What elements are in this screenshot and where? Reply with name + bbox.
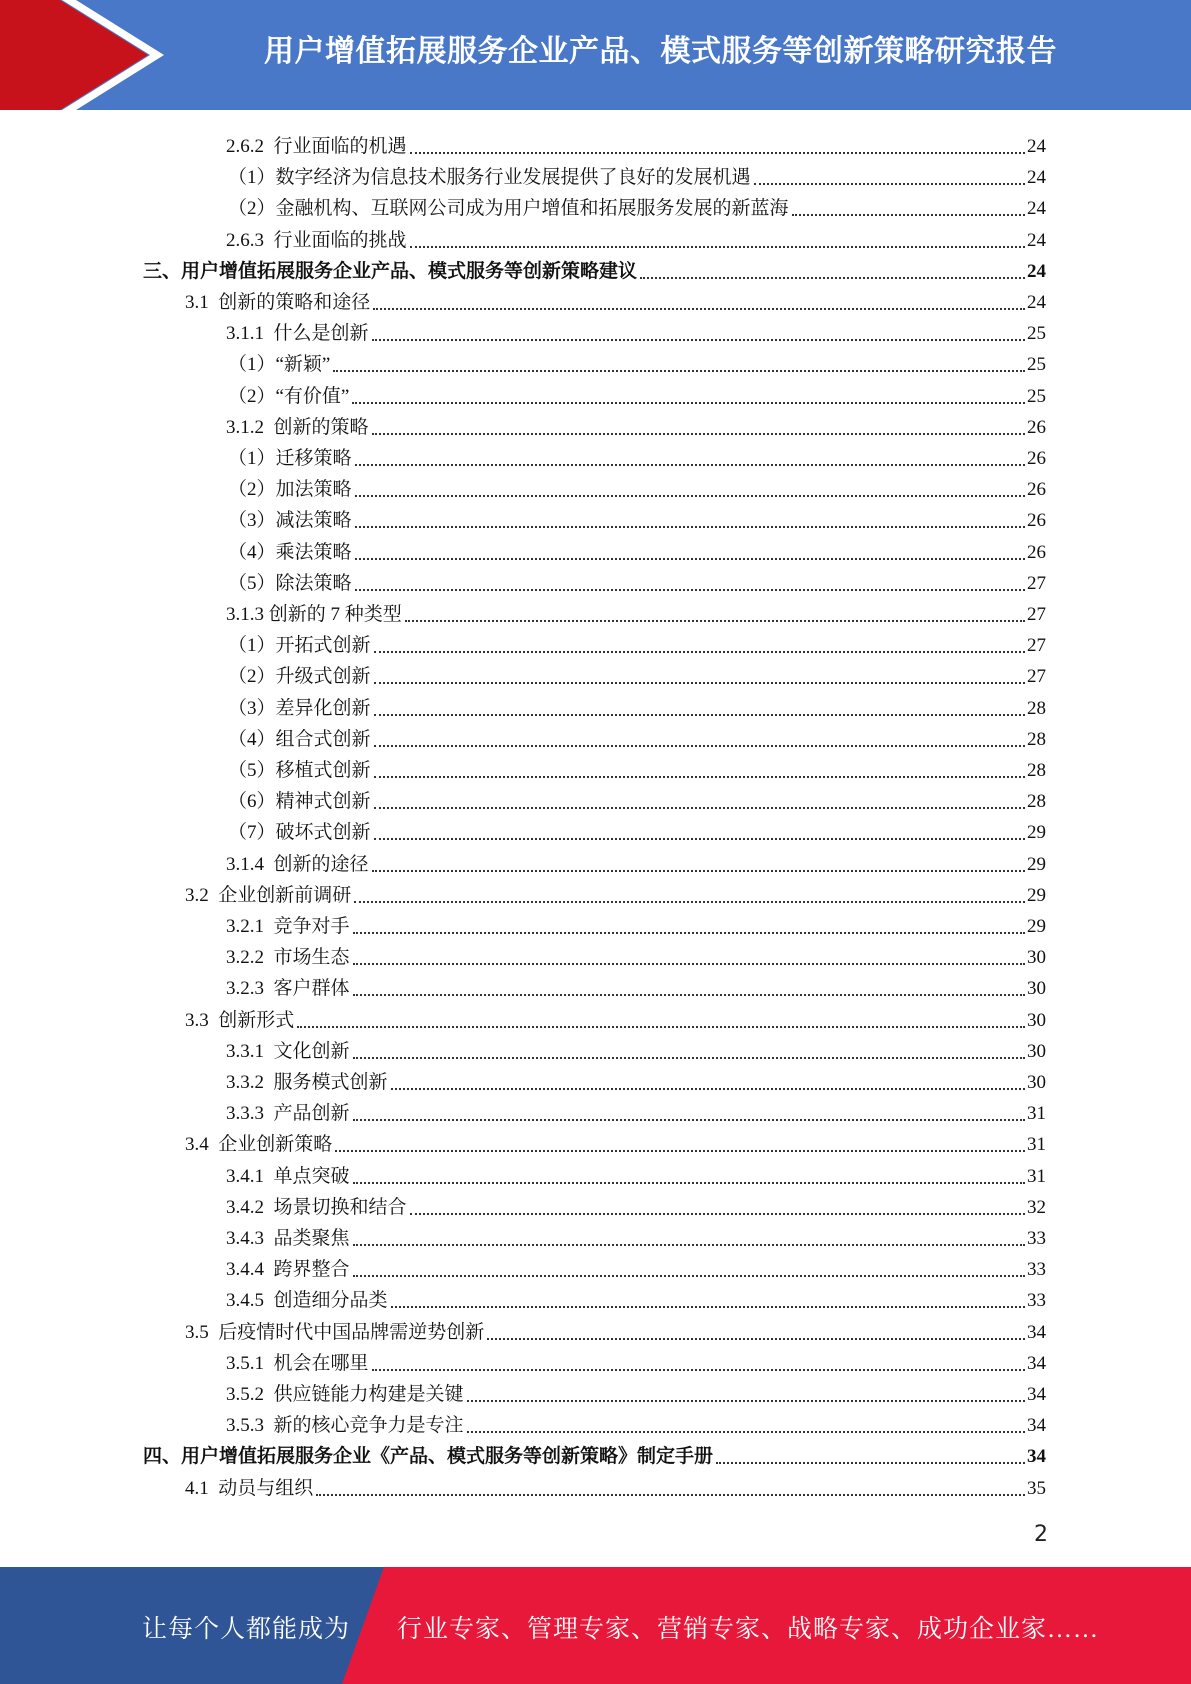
toc-entry-page: 24 <box>1027 198 1046 220</box>
toc-entry-row[interactable] <box>226 1033 1046 1064</box>
toc-entry-label: （3）减法策略 <box>228 510 352 532</box>
toc-dot-leader <box>353 994 1025 996</box>
toc-entry-page: 24 <box>1027 136 1046 157</box>
toc-dot-leader <box>316 1494 1025 1496</box>
toc-entry-page: 34 <box>1027 1415 1046 1437</box>
toc-entry-row[interactable] <box>228 783 1046 814</box>
toc-dot-leader <box>353 1244 1025 1246</box>
toc-dot-leader <box>372 870 1025 872</box>
toc-entry-page: 29 <box>1027 853 1046 875</box>
toc-dot-leader <box>355 526 1025 528</box>
toc-entry-row[interactable] <box>228 378 1046 409</box>
toc-dot-leader <box>410 1213 1025 1215</box>
toc-entry-page: 26 <box>1027 416 1046 438</box>
toc-chapter-row[interactable] <box>143 253 1046 284</box>
toc-entry-label: （2）升级式创新 <box>228 666 371 688</box>
toc-entry-label: 2.6.3 行业面临的挑战 <box>226 229 407 251</box>
toc-entry-page: 26 <box>1027 448 1046 469</box>
footer-slogan-left: 让每个人都能成为 <box>142 1616 351 1643</box>
toc-entry-label: 3.4.4 跨界整合 <box>226 1259 350 1281</box>
toc-entry-row[interactable] <box>228 502 1046 533</box>
toc-dot-leader <box>467 1400 1025 1402</box>
toc-entry-label: （2）加法策略 <box>228 479 352 501</box>
toc-entry-row[interactable] <box>228 658 1046 689</box>
toc-dot-leader <box>355 495 1025 497</box>
toc-entry-label: 3.4.5 创造细分品类 <box>226 1290 388 1312</box>
toc-entry-row[interactable] <box>226 409 1046 440</box>
toc-entry-row[interactable] <box>226 1095 1046 1126</box>
toc-dot-leader <box>391 1088 1025 1090</box>
toc-dot-leader <box>487 1338 1025 1340</box>
toc-entry-row[interactable] <box>226 1158 1046 1189</box>
page-number: 2 <box>1034 1522 1048 1547</box>
toc-entry-page: 27 <box>1027 666 1046 688</box>
toc-dot-leader <box>355 558 1025 560</box>
toc-entry-row[interactable] <box>226 1189 1046 1220</box>
toc-entry-page: 34 <box>1027 1321 1046 1343</box>
report-header <box>0 0 1191 110</box>
toc-entry-label: （1）迁移策略 <box>228 448 352 469</box>
toc-dot-leader <box>372 1369 1025 1371</box>
toc-entry-row[interactable] <box>228 440 1046 471</box>
toc-entry-page: 27 <box>1027 572 1046 594</box>
toc-entry-page: 27 <box>1027 635 1046 657</box>
toc-entry-label: 3.5.2 供应链能力构建是关键 <box>226 1384 464 1405</box>
toc-entry-row[interactable] <box>226 315 1046 346</box>
toc-dot-leader <box>333 370 1025 372</box>
toc-entry-page: 26 <box>1027 479 1046 501</box>
toc-dot-leader <box>374 838 1025 840</box>
toc-entry-page: 24 <box>1027 229 1046 251</box>
toc-entry-row[interactable] <box>228 752 1046 783</box>
toc-entry-page: 25 <box>1027 354 1046 376</box>
toc-entry-label: 3.1.3 创新的 7 种类型 <box>226 604 402 625</box>
toc-entry-label: 3.5.1 机会在哪里 <box>226 1352 369 1374</box>
toc-entry-row[interactable] <box>226 1282 1046 1313</box>
toc-entry-page: 31 <box>1027 1134 1046 1156</box>
toc-entry-page: 26 <box>1027 541 1046 563</box>
toc-entry-label: 3.4 企业创新策略 <box>185 1134 333 1156</box>
toc-entry-page: 24 <box>1027 292 1046 313</box>
toc-entry-row[interactable] <box>185 1002 1046 1033</box>
toc-dot-leader <box>353 1119 1025 1121</box>
toc-dot-leader <box>372 339 1025 341</box>
toc-dot-leader <box>353 1275 1025 1277</box>
toc-entry-label: （2）“有价值” <box>228 385 350 407</box>
toc-entry-row[interactable] <box>226 1345 1046 1376</box>
toc-entry-page: 29 <box>1027 822 1046 844</box>
toc-entry-page: 29 <box>1027 884 1046 906</box>
toc-entry-label: 3.3.2 服务模式创新 <box>226 1072 388 1093</box>
toc-entry-label: （1）“新颖” <box>228 354 331 376</box>
toc-dot-leader <box>391 1306 1025 1308</box>
toc-entry-page: 28 <box>1027 760 1046 781</box>
toc-dot-leader <box>352 402 1025 404</box>
report-footer <box>0 1567 1191 1684</box>
toc-entry-label: （2）金融机构、互联网公司成为用户增值和拓展服务发展的新蓝海 <box>228 198 789 220</box>
toc-dot-leader <box>353 932 1025 934</box>
toc-entry-row[interactable] <box>226 970 1046 1001</box>
toc-entry-label: 2.6.2 行业面临的机遇 <box>226 136 407 157</box>
toc-dot-leader <box>374 682 1025 684</box>
toc-entry-row[interactable] <box>226 1251 1046 1282</box>
toc-entry-row[interactable] <box>228 471 1046 502</box>
toc-entry-row[interactable] <box>185 1470 1046 1501</box>
toc-dot-leader <box>354 901 1025 903</box>
toc-entry-row[interactable] <box>226 1376 1046 1407</box>
toc-dot-leader <box>374 807 1025 809</box>
toc-dot-leader <box>355 589 1025 591</box>
toc-entry-label: 3.4.2 场景切换和结合 <box>226 1196 407 1218</box>
toc-entry-page: 30 <box>1027 1009 1046 1031</box>
toc-dot-leader <box>410 152 1025 154</box>
toc-entry-page: 30 <box>1027 978 1046 1000</box>
toc-entry-label: （1）数字经济为信息技术服务行业发展提供了良好的发展机遇 <box>228 167 751 189</box>
toc-dot-leader <box>640 277 1025 279</box>
toc-entry-row[interactable] <box>226 908 1046 939</box>
toc-entry-row[interactable] <box>228 346 1046 377</box>
toc-entry-page: 33 <box>1027 1290 1046 1312</box>
toc-entry-label: 3.3.3 产品创新 <box>226 1103 350 1125</box>
toc-entry-label: （4）组合式创新 <box>228 728 371 750</box>
toc-entry-page: 26 <box>1027 510 1046 532</box>
toc-entry-row[interactable] <box>228 627 1046 658</box>
toc-entry-page: 29 <box>1027 916 1046 937</box>
toc-entry-page: 34 <box>1027 1352 1046 1374</box>
toc-entry-label: 3.2.3 客户群体 <box>226 978 350 1000</box>
toc-entry-row[interactable] <box>226 596 1046 627</box>
toc-entry-page: 30 <box>1027 947 1046 969</box>
toc-entry-label: （6）精神式创新 <box>228 791 371 813</box>
toc-entry-page: 33 <box>1027 1228 1046 1249</box>
toc-entry-row[interactable] <box>185 1314 1046 1345</box>
toc-entry-page: 35 <box>1027 1477 1046 1499</box>
toc-entry-row[interactable] <box>228 814 1046 845</box>
toc-entry-page: 30 <box>1027 1040 1046 1062</box>
toc-entry-page: 33 <box>1027 1259 1046 1281</box>
toc-dot-leader <box>353 963 1025 965</box>
report-title: 用户增值拓展服务企业产品、模式服务等创新策略研究报告 <box>264 34 1057 69</box>
footer-slogan-right: 行业专家、管理专家、营销专家、战略专家、成功企业家…… <box>397 1616 1100 1643</box>
toc-dot-leader <box>335 1150 1025 1152</box>
toc-dot-leader <box>716 1462 1025 1464</box>
toc-entry-page: 32 <box>1027 1196 1046 1218</box>
toc-entry-page: 31 <box>1027 1103 1046 1125</box>
toc-entry-label: 3.3.1 文化创新 <box>226 1040 350 1062</box>
toc-dot-leader <box>374 714 1025 716</box>
toc-entry-page: 24 <box>1027 260 1046 282</box>
toc-entry-label: 3.1 创新的策略和途径 <box>185 292 371 313</box>
toc-entry-page: 34 <box>1027 1446 1046 1468</box>
toc-dot-leader <box>353 1182 1025 1184</box>
toc-entry-row[interactable] <box>228 534 1046 565</box>
toc-entry-page: 34 <box>1027 1384 1046 1405</box>
toc-entry-label: 3.2.2 市场生态 <box>226 947 350 969</box>
toc-entry-label: 3.4.1 单点突破 <box>226 1165 350 1187</box>
toc-entry-label: 3.1.2 创新的策略 <box>226 416 369 438</box>
toc-entry-row[interactable] <box>226 846 1046 877</box>
toc-entry-page: 28 <box>1027 697 1046 719</box>
toc-entry-label: 3.5 后疫情时代中国品牌需逆势创新 <box>185 1321 485 1343</box>
toc-entry-row[interactable] <box>226 222 1046 253</box>
toc-entry-page: 27 <box>1027 604 1046 625</box>
toc-dot-leader <box>353 1057 1025 1059</box>
toc-dot-leader <box>754 183 1025 185</box>
toc-entry-row[interactable] <box>185 284 1046 315</box>
toc-entry-row[interactable] <box>226 128 1046 159</box>
toc-entry-page: 28 <box>1027 728 1046 750</box>
toc-entry-label: 3.5.3 新的核心竞争力是专注 <box>226 1415 464 1437</box>
toc-entry-label: 3.1.1 什么是创新 <box>226 323 369 345</box>
toc-entry-label: （5）移植式创新 <box>228 760 371 781</box>
toc-entry-label: 四、用户增值拓展服务企业《产品、模式服务等创新策略》制定手册 <box>143 1446 714 1468</box>
toc-entry-label: （3）差异化创新 <box>228 697 371 719</box>
toc-entry-label: （7）破坏式创新 <box>228 822 371 844</box>
toc-entry-label: （5）除法策略 <box>228 572 352 594</box>
toc-entry-row[interactable] <box>228 690 1046 721</box>
toc-entry-label: 3.2 企业创新前调研 <box>185 884 352 906</box>
toc-dot-leader <box>373 308 1025 310</box>
toc-entry-page: 25 <box>1027 385 1046 407</box>
toc-entry-row[interactable] <box>226 1064 1046 1095</box>
toc-entry-row[interactable] <box>226 939 1046 970</box>
toc-dot-leader <box>374 776 1025 778</box>
toc-entry-page: 30 <box>1027 1072 1046 1093</box>
toc-entry-label: （1）开拓式创新 <box>228 635 371 657</box>
toc-dot-leader <box>372 433 1025 435</box>
toc-dot-leader <box>467 1431 1025 1433</box>
toc-dot-leader <box>355 464 1025 466</box>
toc-entry-page: 24 <box>1027 167 1046 189</box>
toc-entry-row[interactable] <box>226 1407 1046 1438</box>
toc-entry-row[interactable] <box>226 1220 1046 1251</box>
toc-entry-page: 25 <box>1027 323 1046 345</box>
toc-entry-label: 三、用户增值拓展服务企业产品、模式服务等创新策略建议 <box>143 260 638 282</box>
toc-entry-row[interactable] <box>185 1126 1046 1157</box>
toc-entry-row[interactable] <box>185 877 1046 908</box>
toc-entry-label: （4）乘法策略 <box>228 541 352 563</box>
toc-entry-page: 28 <box>1027 791 1046 813</box>
toc-dot-leader <box>405 620 1025 622</box>
toc-entry-label: 3.2.1 竞争对手 <box>226 916 350 937</box>
toc-entry-label: 3.3 创新形式 <box>185 1009 295 1031</box>
toc-dot-leader <box>374 651 1025 653</box>
toc-dot-leader <box>792 214 1025 216</box>
toc-dot-leader <box>410 246 1025 248</box>
toc-entry-row[interactable] <box>228 721 1046 752</box>
toc-entry-label: 4.1 动员与组织 <box>185 1477 314 1499</box>
toc-entry-label: 3.4.3 品类聚焦 <box>226 1228 350 1249</box>
toc-entry-page: 31 <box>1027 1165 1046 1187</box>
toc-entry-label: 3.1.4 创新的途径 <box>226 853 369 875</box>
toc-dot-leader <box>297 1026 1025 1028</box>
toc-entry-row[interactable] <box>228 190 1046 221</box>
toc-dot-leader <box>374 745 1025 747</box>
toc-entry-row[interactable] <box>228 159 1046 190</box>
toc-chapter-row[interactable] <box>143 1438 1046 1469</box>
toc-entry-row[interactable] <box>228 565 1046 596</box>
